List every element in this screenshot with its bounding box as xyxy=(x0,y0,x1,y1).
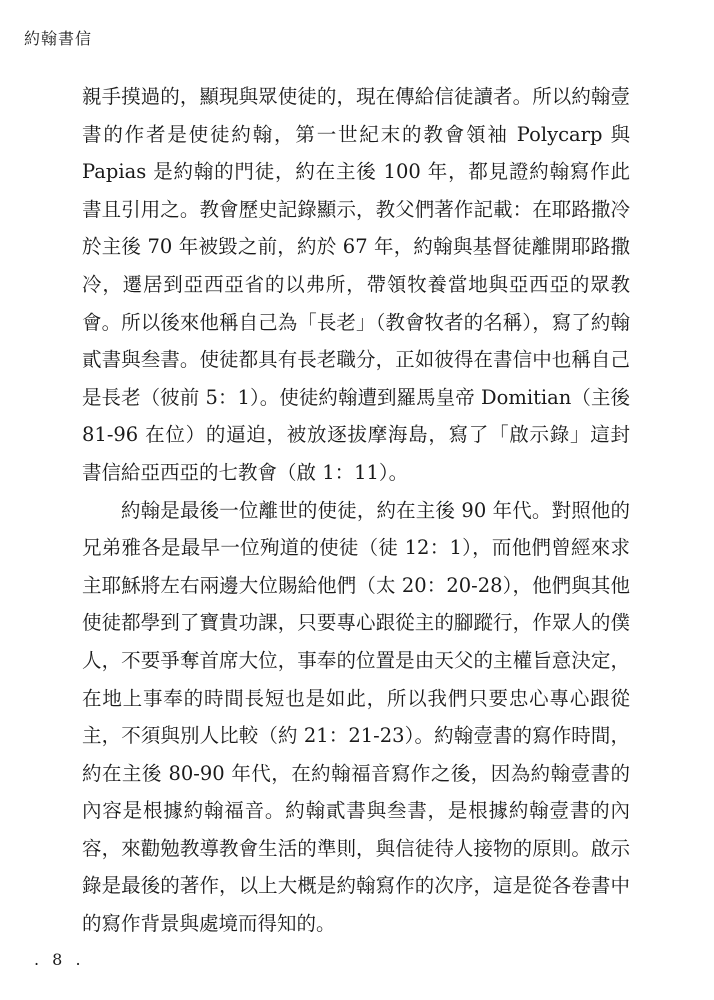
page-number: . 8 . xyxy=(34,950,85,969)
paragraph-1: 親手摸過的，顯現與眾使徒的，現在傳給信徒讀者。所以約翰壹書的作者是使徒約翰，第一世紀末的教會領袖 Polycarp 與 Papias 是約翰的門徒，約在主後 100 年，都見證約翰寫作此書且引用之。教會歷史記錄顯示，教父們著作記載：在耶路撒冷於主後 70 年被毀之前，約於 67 年，約翰與基督徒離開耶路撒冷，遷居到亞西亞省的以弗所，帶領牧養當地與亞西亞的眾教會。所以後來他稱自己為「長老」（教會牧者的名稱），寫了約翰貳書與叁書。使徒都具有長老職分，正如彼得在書信中也稱自己是長老（彼前 5：1）。使徒約翰遭到羅馬皇帝 Domitian（主後 81-96 在位）的逼迫，被放逐拔摩海島，寫了「啟示錄」這封書信給亞西亞的七教會（啟 1：11）。 xyxy=(82,85,630,484)
running-header: 約翰書信 xyxy=(24,29,93,48)
paragraph-2: 約翰是最後一位離世的使徒，約在主後 90 年代。對照他的兄弟雅各是最早一位殉道的使徒（徒 12：1），而他們曾經來求主耶穌將左右兩邊大位賜給他們（太 20：20-28），他們與其他使徒都學到了寶貴功課，只要專心跟從主的腳蹤行，作眾人的僕人，不要爭奪首席大位，事奉的位置是由天父的主權旨意決定，在地上事奉的時間長短也是如此，所以我們只要忠心專心跟從主，不須與別人比較（約 21：21-23）。約翰壹書的寫作時間，約在主後 80-90 年代，在約翰福音寫作之後，因為約翰壹書的內容是根據約翰福音。約翰貳書與叁書，是根據約翰壹書的內容，來勸勉教導教會生活的準則，與信徒待人接物的原則。啟示錄是最後的著作，以上大概是約翰寫作的次序，這是從各卷書中的寫作背景與處境而得知的。 xyxy=(82,498,630,936)
body-text xyxy=(82,78,630,943)
